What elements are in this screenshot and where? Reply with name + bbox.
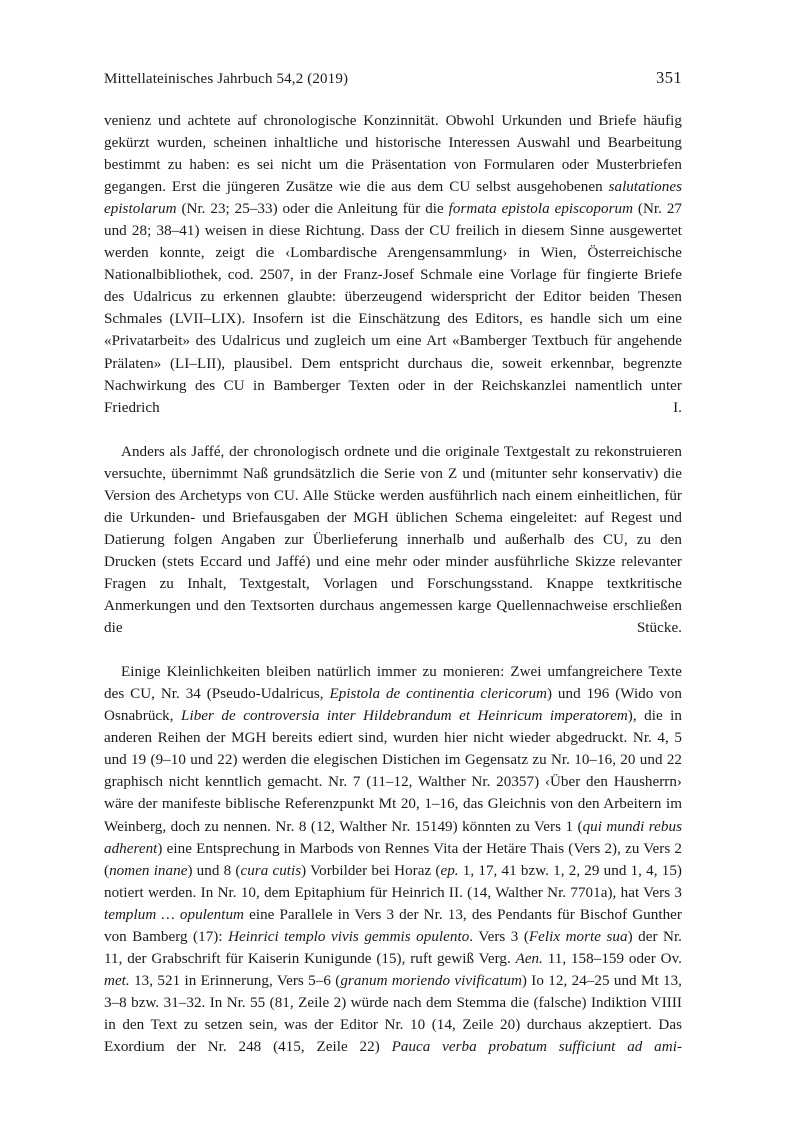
italic-run: qui mundi rebus adherent — [104, 818, 682, 857]
italic-run: Epistola de continentia clericorum — [329, 686, 547, 703]
italic-run: nomen inane — [109, 862, 188, 879]
text-run: (Nr. 23; 25–33) oder die Anleitung für die — [176, 201, 449, 218]
italic-run: formata epistola episcoporum — [448, 201, 634, 218]
page-number: 351 — [656, 68, 682, 87]
text-run: ) und 8 ( — [187, 862, 241, 879]
text-run: Anders als Jaffé, der chronologisch ordnete und die originale Textgestalt zu rekonstruieren versuchte, übernimmt Naß grundsätzlich die Serie von Z und (mitunter sehr konservativ) die Version des Archetyps von CU. Alle Stücke werden ausführlich nach einem einheitlichen, für die Urkunden- und Briefausgaben der MGH üblichen Schema eingeleitet: auf Regest und Datierung folgen Angaben zur Überlieferung innerhalb und außerhalb des CU, zu den Drucken (stets Eccard und Jaffé) und eine mehr oder minder ausführliche Skizze relevanter Fragen zu Inhalt, Textgestalt, Vorlagen und Forschungsstand. Knappe textkritische Anmerkungen und den Textsorten durchaus angemessen karge Quellennachweise erschließen die Stücke. — [104, 443, 682, 637]
italic-run: Heinrici templo vivis gemmis opulento — [228, 928, 470, 945]
italic-run: met. — [104, 972, 130, 989]
italic-run: Liber de controversia inter Hildebrandum et Heinricum imperatorem — [181, 708, 628, 725]
italic-run: Aen. — [515, 950, 543, 967]
paragraph — [104, 110, 682, 441]
running-head-title: Mittellateinisches Jahrbuch 54,2 (2019) — [104, 71, 349, 87]
text-run: 13, 521 in Erinnerung, Vers 5–6 ( — [129, 972, 341, 989]
italic-run: cura cutis — [240, 862, 302, 879]
body-text-block — [104, 110, 682, 1080]
text-run: ) und 196 (Wido von Osnabrück, — [104, 686, 682, 725]
italic-run: salutationes epistolarum — [104, 179, 682, 218]
text-run: (Nr. 27 und 28; 38–41) weisen in diese Richtung. Dass der CU freilich in diesem Sinne ausgewertet werden konnte, zeigt die ‹Lombardische Arengensammlung› in Wien, Österreichische Nationalbibliothek, cod. 2507, in der Franz-Josef Schmale eine Vorlage für fingierte Briefe des Udalricus zu erkennen glaubte: überzeugend widerspricht der Editor beiden Thesen Schmales (LVII–LIX). Insofern ist die Einschätzung des Editors, es handle sich um eine «Privatarbeit» des Udalricus und zugleich um eine Art «Bamberger Textbuch für angehende Prälaten» (LI–LII), plausibel. Dem entspricht durchaus die, soweit erkennbar, begrenzte Nachwirkung des CU in Bamberger Texten oder in der Reichskanzlei namentlich unter Friedrich I. — [104, 201, 682, 416]
text-run: Einige Kleinlichkeiten bleiben natürlich immer zu monieren: Zwei umfangreichere Texte des CU, Nr. 34 (Pseudo-Udalricus, — [104, 664, 682, 703]
italic-run: ep. — [440, 862, 459, 879]
italic-run: granum moriendo vivificatum — [340, 972, 522, 989]
paragraph — [104, 441, 682, 661]
text-run: 1, 17, 41 bzw. 1, 2, 29 und 1, 4, 15) notiert werden. In Nr. 10, dem Epitaphium für Heinrich II. (14, Walther Nr. 7701a), hat Vers 3 — [104, 862, 682, 901]
text-run: venienz und achtete auf chronologische Konzinnität. Obwohl Urkunden und Briefe häufig gekürzt wurden, scheinen inhaltliche und historische Interessen Auswahl und Bearbeitung bestimmt zu haben: es sei nicht um die Präsentation von Formularen oder Musterbriefen gegangen. Erst die jüngeren Zusätze wie die aus dem CU selbst ausgehobenen — [104, 113, 682, 196]
text-run: ) Vorbilder bei Horaz ( — [301, 862, 441, 879]
text-run: . Vers 3 ( — [469, 928, 529, 945]
text-run: 11, 158–159 oder Ov. — [542, 950, 682, 967]
text-run: ) der Nr. 11, der Grabschrift für Kaiserin Kunigunde (15), ruft gewiß Verg. — [104, 928, 682, 967]
paragraph — [104, 661, 682, 1080]
text-run: ), die in anderen Reihen der MGH bereits ediert sind, wurden hier nicht wieder abgedruckt. Nr. 4, 5 und 19 (9–10 und 22) werden die elegischen Distichen im Gegensatz zu Nr. 10–16, 20 und 22 graphisch nicht kenntlich gemacht. Nr. 7 (11–12, Walther Nr. 20357) ‹Über den Hausherrn› wäre der manifeste biblische Referenzpunkt Mt 20, 1–16, das Gleichnis von den Arbeitern im Weinberg, doch zu nennen. Nr. 8 (12, Walther Nr. 15149) könnten zu Vers 1 ( — [104, 708, 683, 835]
text-run: ) eine Entsprechung in Marbods von Rennes Vita der Hetäre Thais (Vers 2), zu Vers 2 ( — [104, 840, 682, 879]
italic-run: Pauca verba probatum sufficiunt ad ami- — [391, 1038, 683, 1055]
text-run: eine Parallele in Vers 3 der Nr. 13, des Pendants für Bischof Gunther von Bamberg (17): — [104, 906, 682, 945]
text-run: ) Io 12, 24–25 und Mt 13, 3–8 bzw. 31–32. In Nr. 55 (81, Zeile 2) würde nach dem Stemma die (falsche) Indiktion VIIII in den Text zu setzen sein, was der Editor Nr. 10 (14, Zeile 20) durchaus akzeptiert. Das Exordium der Nr. 248 (415, Zeile 22) — [104, 972, 682, 1055]
running-head — [104, 68, 682, 88]
italic-run: Felix morte sua — [528, 928, 628, 945]
italic-run: templum … opulentum — [104, 906, 244, 923]
